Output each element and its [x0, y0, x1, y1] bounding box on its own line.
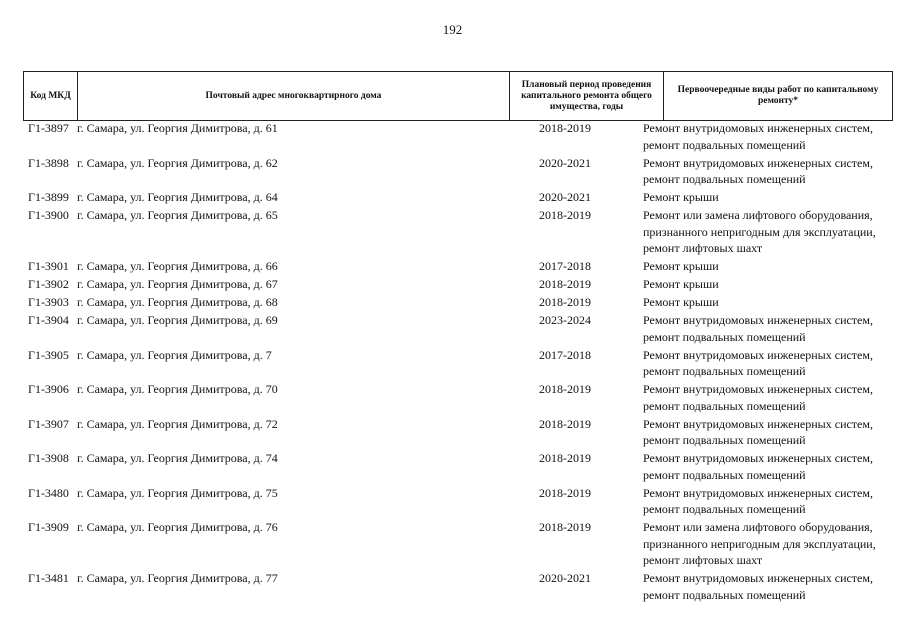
row-works [643, 450, 903, 483]
row-works-line: Ремонт крыши [643, 295, 719, 309]
table-header [23, 71, 893, 121]
row-period: 2020-2021 [539, 571, 591, 585]
row-works [643, 416, 903, 449]
row-address: г. Самара, ул. Георгия Димитрова, д. 75 [77, 485, 278, 500]
row-works [643, 485, 903, 518]
row-works [643, 189, 903, 206]
row-address: г. Самара, ул. Георгия Димитрова, д. 66 [77, 259, 278, 273]
row-address: г. Самара, ул. Георгия Димитрова, д. 72 [77, 416, 278, 431]
row-period: 2018-2019 [539, 295, 591, 309]
table-row [0, 275, 905, 293]
row-period: 2018-2019 [539, 208, 591, 222]
row-works [643, 207, 903, 257]
table-row [0, 380, 905, 415]
row-works [643, 381, 903, 414]
row-period: 2020-2021 [539, 155, 591, 170]
header-address: Почтовый адрес многоквартирного дома [77, 72, 509, 120]
table-row [0, 311, 905, 346]
row-period: 2018-2019 [539, 485, 591, 500]
row-address: г. Самара, ул. Георгия Димитрова, д. 70 [77, 382, 278, 396]
row-works-line: признанного непригодным для эксплуатации, [643, 224, 876, 239]
row-works-line: ремонт подвальных помещений [643, 398, 806, 413]
row-works [643, 570, 903, 603]
row-address: г. Самара, ул. Георгия Димитрова, д. 62 [77, 155, 278, 170]
row-code: Г1-3480 [28, 485, 69, 500]
header-works: Первоочередные виды работ по капитальному ремонту* [663, 72, 893, 120]
row-period: 2018-2019 [539, 451, 591, 465]
row-code: Г1-3902 [28, 277, 69, 291]
row-works-line: Ремонт крыши [643, 190, 719, 204]
row-address: г. Самара, ул. Георгия Димитрова, д. 61 [77, 121, 278, 135]
table-row [0, 449, 905, 484]
row-works [643, 312, 903, 345]
row-code: Г1-3901 [28, 259, 69, 273]
row-works-line: Ремонт внутридомовых инженерных систем, [643, 571, 873, 585]
row-address: г. Самара, ул. Георгия Димитрова, д. 74 [77, 451, 278, 465]
row-works-line: Ремонт или замена лифтового оборудования, [643, 208, 873, 222]
row-address: г. Самара, ул. Георгия Димитрова, д. 68 [77, 295, 278, 309]
row-works [643, 155, 903, 188]
row-works-line: ремонт подвальных помещений [643, 502, 806, 516]
row-address: г. Самара, ул. Георгия Димитрова, д. 67 [77, 277, 278, 291]
row-works [643, 294, 903, 311]
row-works-line: ремонт подвальных помещений [643, 329, 806, 344]
row-works-line: признанного непригодным для эксплуатации, [643, 536, 876, 551]
row-works-line: ремонт подвальных помещений [643, 364, 806, 378]
table-row [0, 154, 905, 189]
row-works-line: ремонт подвальных помещений [643, 587, 806, 602]
row-works-line: ремонт подвальных помещений [643, 172, 806, 186]
row-works [643, 347, 903, 380]
row-works-line: ремонт лифтовых шахт [643, 241, 763, 255]
row-code: Г1-3909 [28, 520, 69, 534]
row-works-line: Ремонт внутридомовых инженерных систем, [643, 347, 873, 362]
table-row [0, 257, 905, 275]
row-period: 2018-2019 [539, 520, 591, 534]
row-address: г. Самара, ул. Георгия Димитрова, д. 7 [77, 347, 272, 362]
row-works-line: Ремонт или замена лифтового оборудования, [643, 520, 873, 534]
row-code: Г1-3898 [28, 155, 69, 170]
row-works-line: Ремонт внутридомовых инженерных систем, [643, 313, 873, 327]
table-row [0, 569, 905, 604]
row-works-line: Ремонт внутридомовых инженерных систем, [643, 155, 873, 170]
row-code: Г1-3908 [28, 451, 69, 465]
row-works-line: Ремонт крыши [643, 259, 719, 273]
row-code: Г1-3904 [28, 313, 69, 327]
table-row [0, 518, 905, 569]
row-period: 2017-2018 [539, 347, 591, 362]
table-row [0, 415, 905, 450]
table-row [0, 346, 905, 381]
header-period: Плановый период проведения капитального ремонта общего имущества, годы [509, 72, 663, 120]
row-period: 2018-2019 [539, 277, 591, 291]
row-address: г. Самара, ул. Георгия Димитрова, д. 76 [77, 520, 278, 534]
row-code: Г1-3905 [28, 347, 69, 362]
row-works-line: Ремонт внутридомовых инженерных систем, [643, 382, 873, 396]
table-row [0, 206, 905, 257]
row-works-line: ремонт подвальных помещений [643, 467, 806, 482]
row-works [643, 258, 903, 275]
row-address: г. Самара, ул. Георгия Димитрова, д. 77 [77, 571, 278, 585]
row-period: 2023-2024 [539, 313, 591, 327]
row-period: 2017-2018 [539, 259, 591, 273]
row-works-line: ремонт подвальных помещений [643, 433, 806, 447]
row-address: г. Самара, ул. Георгия Димитрова, д. 64 [77, 190, 278, 204]
table-row [0, 293, 905, 311]
table-row [0, 119, 905, 154]
row-works-line: Ремонт крыши [643, 277, 719, 291]
row-code: Г1-3907 [28, 416, 69, 431]
row-address: г. Самара, ул. Георгия Димитрова, д. 69 [77, 313, 278, 327]
row-works-line: Ремонт внутридомовых инженерных систем, [643, 416, 873, 431]
row-code: Г1-3897 [28, 121, 69, 135]
row-period: 2018-2019 [539, 416, 591, 431]
table-row [0, 188, 905, 206]
row-works [643, 120, 903, 153]
row-address: г. Самара, ул. Георгия Димитрова, д. 65 [77, 208, 278, 222]
page-number: 192 [442, 22, 463, 37]
row-period: 2018-2019 [539, 382, 591, 396]
row-code: Г1-3899 [28, 190, 69, 204]
table-row [0, 484, 905, 519]
row-code: Г1-3906 [28, 382, 69, 396]
row-works-line: ремонт подвальных помещений [643, 137, 806, 152]
row-code: Г1-3481 [28, 571, 69, 585]
row-code: Г1-3900 [28, 208, 69, 222]
row-works-line: ремонт лифтовых шахт [643, 553, 763, 567]
row-works-line: Ремонт внутридомовых инженерных систем, [643, 485, 873, 500]
table-body [0, 119, 905, 604]
header-code: Код МКД [23, 72, 77, 120]
row-works [643, 519, 903, 569]
row-code: Г1-3903 [28, 295, 69, 309]
row-works [643, 276, 903, 293]
row-period: 2018-2019 [539, 121, 591, 135]
row-works-line: Ремонт внутридомовых инженерных систем, [643, 121, 873, 135]
row-period: 2020-2021 [539, 190, 591, 204]
row-works-line: Ремонт внутридомовых инженерных систем, [643, 451, 873, 465]
